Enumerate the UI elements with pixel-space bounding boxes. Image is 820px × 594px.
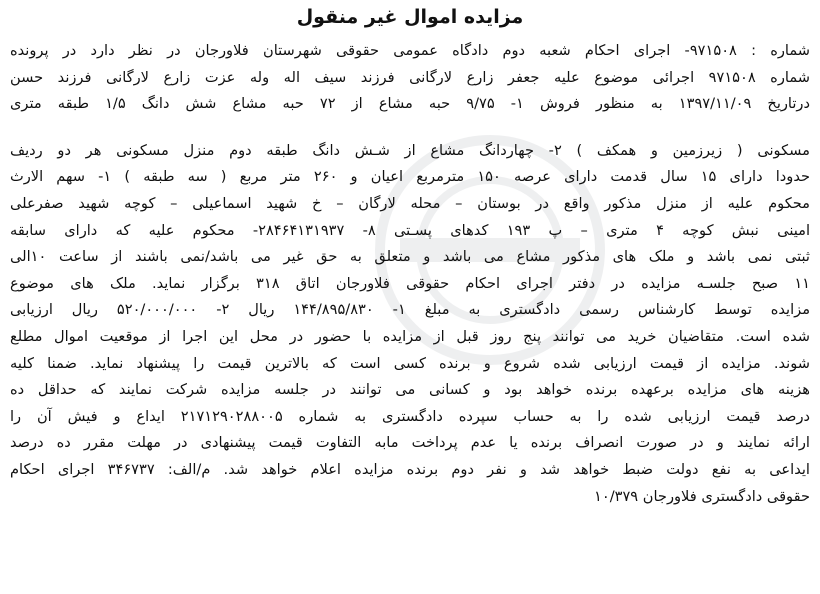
notice-line: ایداعی به نفع دولت ضبط خواهد شد و نفر دوم برنده مزایده اعلام خواهد شد. م/الف: ۳۴۶۷۳۷ اجرای احکام (10, 460, 810, 478)
notice-line: مزایده توسط کارشناس رسمی دادگستری به مبلغ ۱- ۱۴۴/۸۹۵/۸۳۰ ریال ۲- ۵۲۰/۰۰۰/۰۰۰ ریال ارزیابی (10, 301, 810, 319)
notice-line: شماره ۹۷۱۵۰۸ اجرائی موضوع علیه جعفر زارع لارگانی فرزند سیف اله وله عزت زارع لارگانی فرزند حسن (10, 68, 810, 86)
notice-line: ارائه نمایند و در صورت انصراف برنده یا عدم پرداخت مابه التفاوت قیمت پیشنهادی در مهلت مقرر ده درصد (10, 434, 810, 452)
notice-body (10, 38, 810, 510)
notice-title: مزایده اموال غیر منقول (296, 6, 524, 28)
notice-line: درتاریخ ۱۳۹۷/۱۱/۰۹ به منظور فروش ۱- ۹/۷۵ حبه مشاع از ۷۲ حبه مشاع شش دانگ ۱/۵ طبقه متری (10, 95, 810, 113)
notice-line: شماره : ۹۷۱۵۰۸- اجرای احکام شعبه دوم دادگاه عمومی حقوقی شهرستان فلاورجان در نظر دارد در پرونده (10, 42, 810, 59)
notice-line: شده است. متقاضیان خرید می توانند پنج روز قبل از مزایده با حضور در محل این اجرا از موقعیت اموال مطلع (10, 327, 810, 345)
notice-line: حدودا دارای ۱۵ سال قدمت دارای عرصه ۱۵۰ مترمربع اعیان و ۲۶۰ متر مربع ( سه طبقه ) ۱- سهم الارث (10, 168, 810, 186)
notice-line: هزینه های مزایده برعهده برنده خواهد بود و کسانی می توانند در جلسه مزایده شرکت نمایند که حداقل ده (10, 381, 810, 399)
notice-line: محکوم علیه از منزل مذکور واقع در بوستان – محله لارگان – خ شهید اسماعیلی – کوچه شهید صفرعلی (10, 194, 810, 212)
notice-line: مسکونی ( زیرزمین و همکف ) ۲- چهاردانگ مشاع از شـش دانگ طبقه دوم منزل مسکونی هر دو ردیف (10, 141, 810, 159)
notice-line: حقوقی دادگستری فلاورجان ۱۰/۳۷۹ (594, 487, 810, 505)
notice-line: شوند. مزایده از قیمت ارزیابی شده شروع و برنده کسی است که بالاترین قیمت را پیشنهاد نماید. ضمنا کلیه (10, 354, 810, 372)
notice-line: ثبتی نمی باشد و ملک های مذکور مشاع می باشد و متعلق به حق غیر می باشد/نمی باشند از ساعت ۱۰الی (10, 248, 810, 266)
paragraph-gap (10, 118, 810, 138)
notice-line: امینی نبش کوچه ۴ متری – پ ۱۹۳ کدهای پسـتی ۸- ۲۸۴۶۴۱۳۱۹۳۷- محکوم علیه که دارای سابقه (10, 221, 810, 239)
notice-line: درصد قیمت ارزیابی شده را به حساب سپرده دادگستری به شماره ۲۱۷۱۲۹۰۲۸۸۰۰۵ ایداع و فیش آن را (10, 407, 810, 425)
notice-line: ۱۱ صبح جلسـه مزایده در دفتر اجرای احکام حقوقی فلاورجان اتاق ۳۱۸ برگزار نماید. ملک های موضوع (10, 274, 810, 292)
